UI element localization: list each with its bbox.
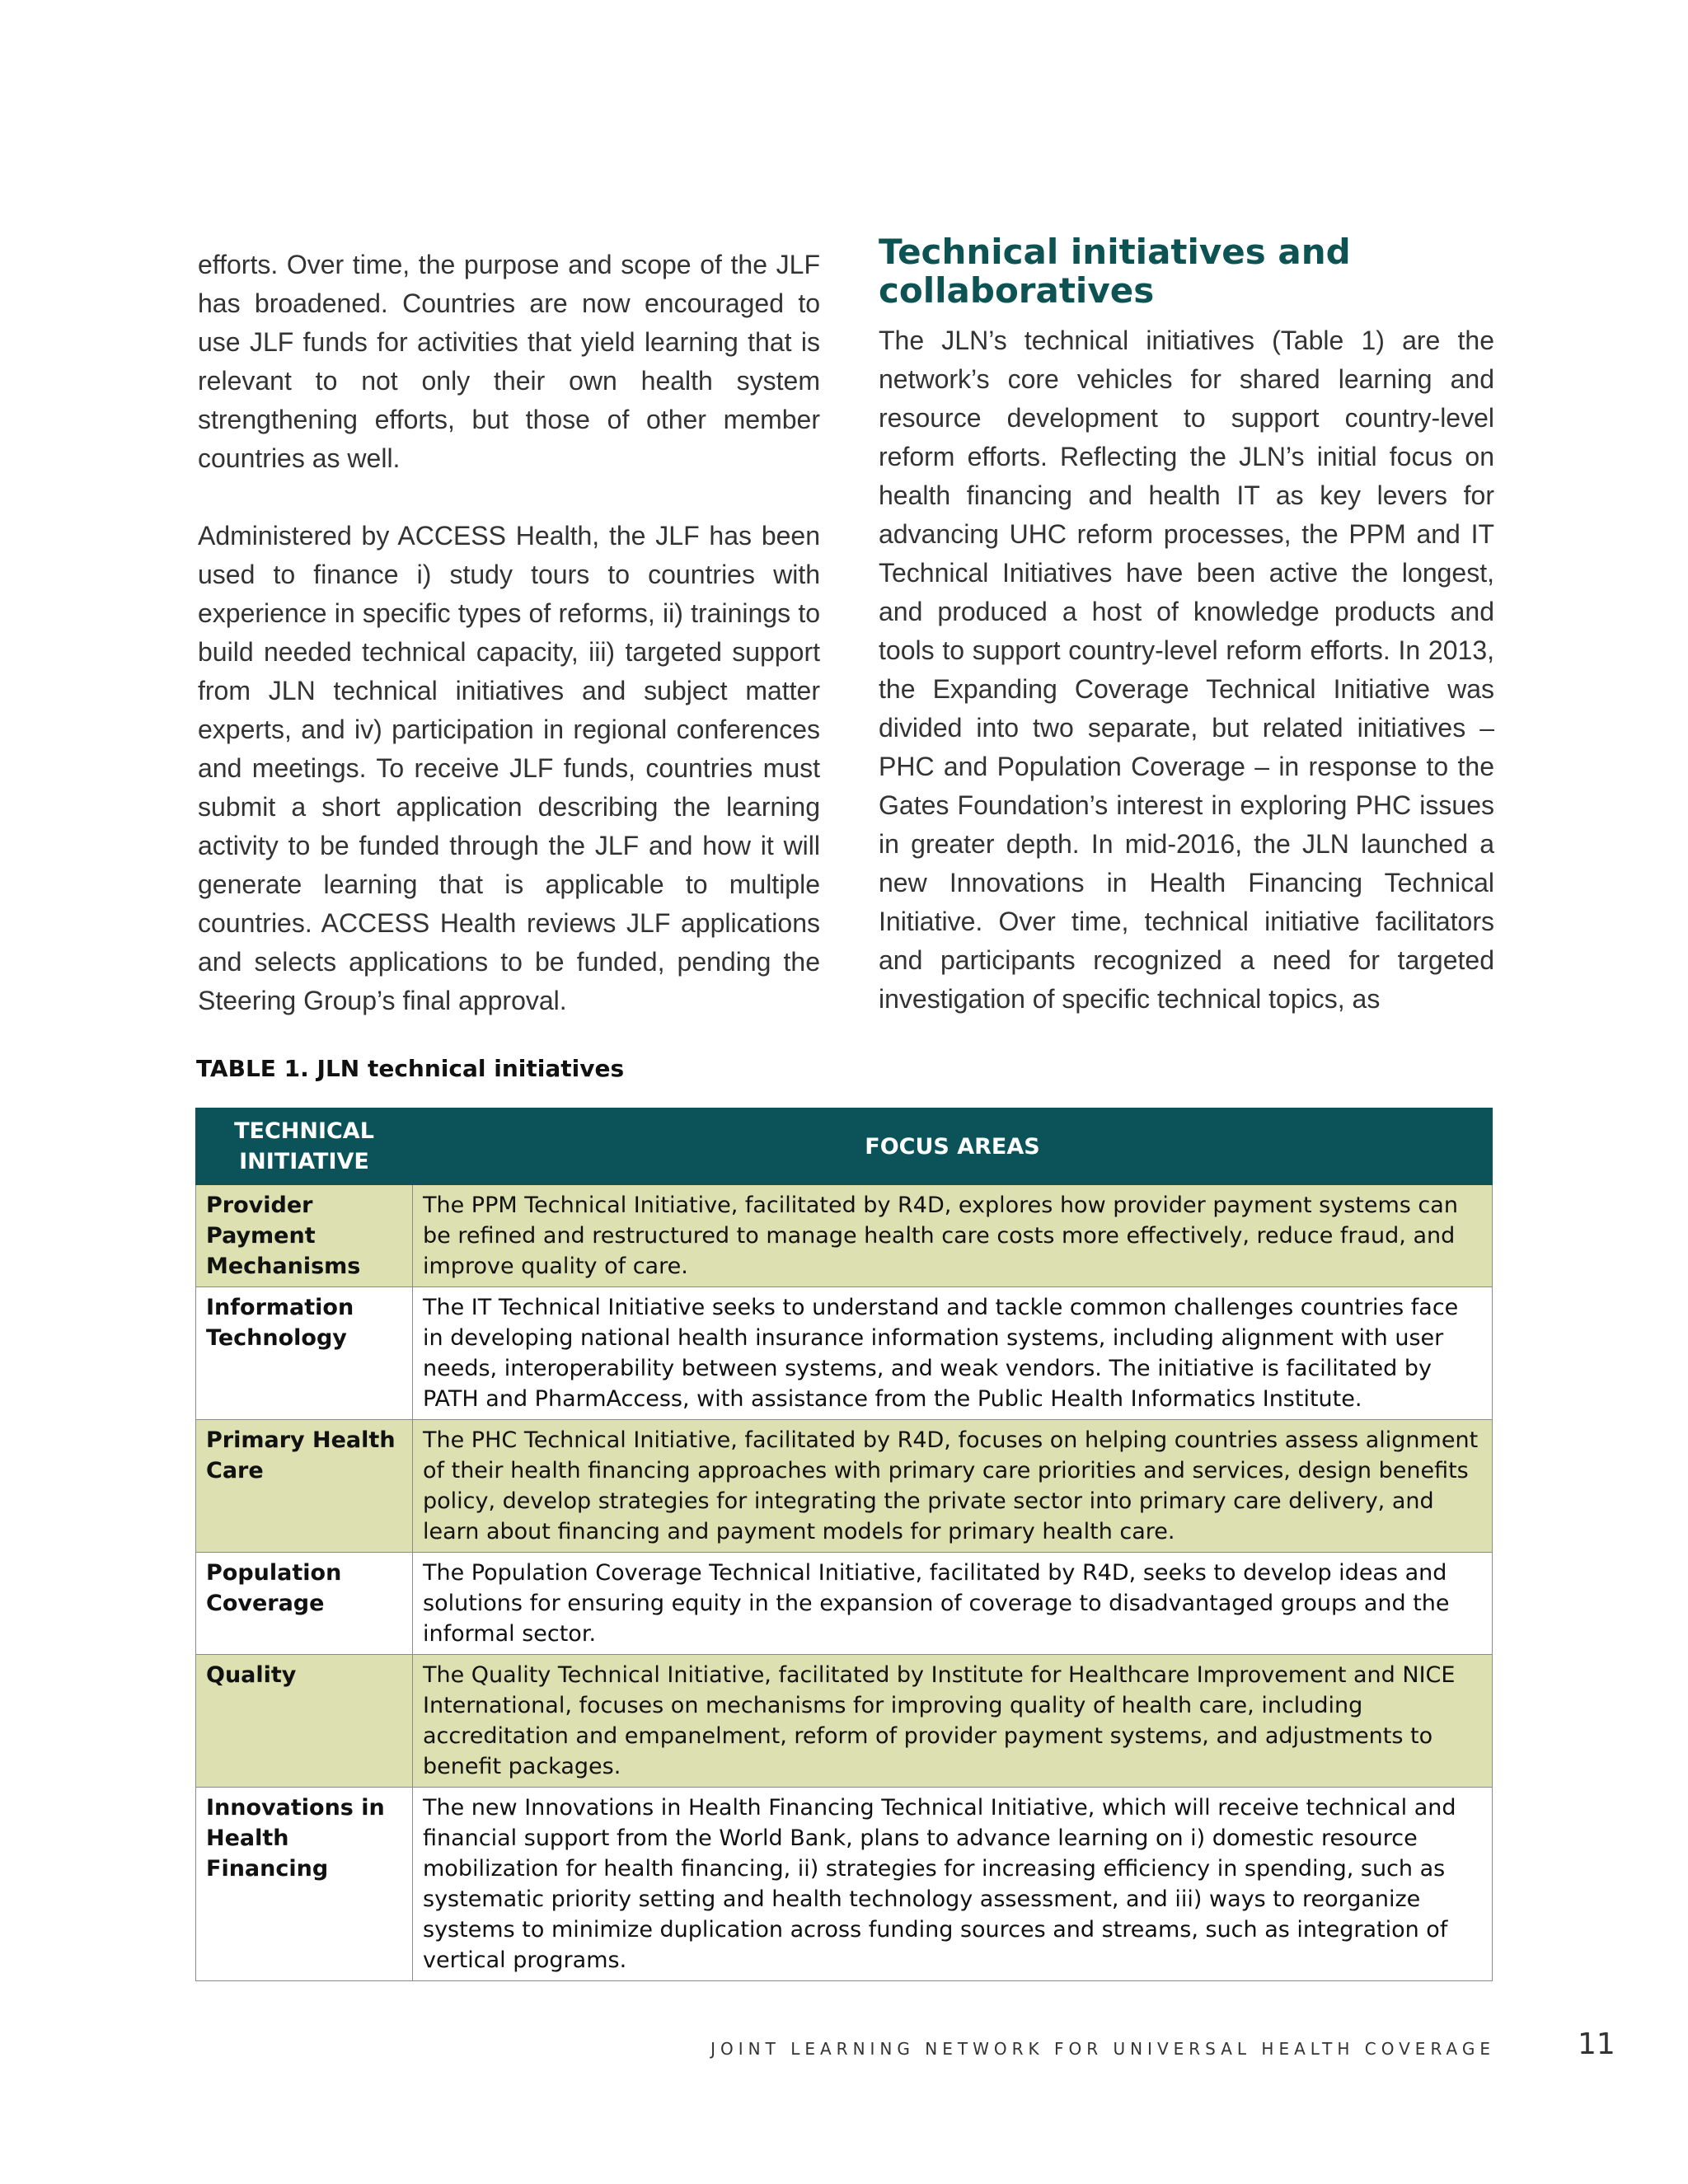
left-paragraph-1: efforts. Over time, the purpose and scope of the JLF has broadened. Countries are now encouraged to use JLF funds for activities that yield learning that is relevant to not only their own health system strengthening efforts, but those of other member countries as well. <box>198 250 820 473</box>
initiative-name: Information Technology <box>196 1287 413 1420</box>
header-technical-initiative: TECHNICAL INITIATIVE <box>196 1108 413 1185</box>
table-header-row <box>196 1108 1493 1185</box>
table-row <box>196 1655 1493 1788</box>
initiative-focus: The PPM Technical Initiative, facilitated by R4D, explores how provider payment systems can be refined and restructured to manage health care costs more effectively, reduce fraud, and improve quality of care. <box>413 1185 1493 1287</box>
technical-initiatives-table <box>195 1108 1493 1981</box>
initiative-name: Primary Health Care <box>196 1420 413 1553</box>
initiative-name: Population Coverage <box>196 1553 413 1655</box>
footer-running-title: JOINT LEARNING NETWORK FOR UNIVERSAL HEALTH COVERAGE <box>710 2039 1495 2059</box>
initiative-name: Innovations in Health Financing <box>196 1788 413 1981</box>
table-row <box>196 1185 1493 1287</box>
page-number: 11 <box>1578 2027 1615 2061</box>
section-heading: Technical initiatives and collaboratives <box>879 232 1351 311</box>
initiative-focus: The new Innovations in Health Financing Technical Initiative, which will receive technical and financial support from the World Bank, plans to advance learning on i) domestic resource mobilization for health financing, ii) strategies for increasing efficiency in spending, such as systematic priority setting and health technology assessment, and iii) ways to reorganize systems to minimize duplication across funding sources and streams, such as integration of vertical programs. <box>413 1788 1493 1981</box>
initiative-focus: The Quality Technical Initiative, facilitated by Institute for Healthcare Improvement and NICE International, focuses on mechanisms for improving quality of health care, including accreditation and empanelment, reform of provider payment systems, and adjustments to benefit packages. <box>413 1655 1493 1788</box>
table-row <box>196 1287 1493 1420</box>
table-row <box>196 1553 1493 1655</box>
initiative-name: Provider Payment Mechanisms <box>196 1185 413 1287</box>
right-paragraph: The JLN’s technical initiatives (Table 1) are the network’s core vehicles for shared learning and resource development to support country-level reform efforts. Reflecting the JLN’s initial focus on health financing and health IT as key levers for advancing UHC reform processes, the PPM and IT Technical Initiatives have been active the longest, and produced a host of knowledge products and tools to support country-level reform efforts. In 2013, the Expanding Coverage Technical Initiative was divided into two separate, but related initiatives – PHC and Population Coverage – in response to the Gates Foundation’s interest in exploring PHC issues in greater depth. In mid-2016, the JLN launched a new Innovations in Health Financing Technical Initiative. Over time, technical initiative facilitators and participants recognized a need for targeted investigation of specific technical topics, as <box>879 326 1494 1014</box>
left-paragraph-2: Administered by ACCESS Health, the JLF has been used to finance i) study tours to countries with experience in specific types of reforms, ii) trainings to build needed technical capacity, iii) targeted support from JLN technical initiatives and subject matter experts, and iv) participation in regional conferences and meetings. To receive JLF funds, countries must submit a short application describing the learning activity to be funded through the JLF and how it will generate learning that is applicable to multiple countries. ACCESS Health reviews JLF applications and selects applications to be funded, pending the Steering Group’s final approval. <box>198 521 820 1015</box>
initiative-focus: The IT Technical Initiative seeks to understand and tackle common challenges countries face in developing national health insurance information systems, including alignment with user needs, interoperability between systems, and weak vendors. The initiative is facilitated by PATH and PharmAccess, with assistance from the Public Health Informatics Institute. <box>413 1287 1493 1420</box>
table-caption: TABLE 1. JLN technical initiatives <box>196 1055 625 1082</box>
initiative-name: Quality <box>196 1655 413 1788</box>
header-focus-areas: FOCUS AREAS <box>413 1108 1493 1185</box>
table-row <box>196 1788 1493 1981</box>
initiative-focus: The Population Coverage Technical Initiative, facilitated by R4D, seeks to develop ideas and solutions for ensuring equity in the expansion of coverage to disadvantaged groups and the informal sector. <box>413 1553 1493 1655</box>
initiative-focus: The PHC Technical Initiative, facilitated by R4D, focuses on helping countries assess alignment of their health financing approaches with primary care priorities and services, design benefits policy, develop strategies for integrating the private sector into primary care delivery, and learn about financing and payment models for primary health care. <box>413 1420 1493 1553</box>
table-row <box>196 1420 1493 1553</box>
left-column <box>198 246 820 1020</box>
right-column <box>879 232 1494 1019</box>
